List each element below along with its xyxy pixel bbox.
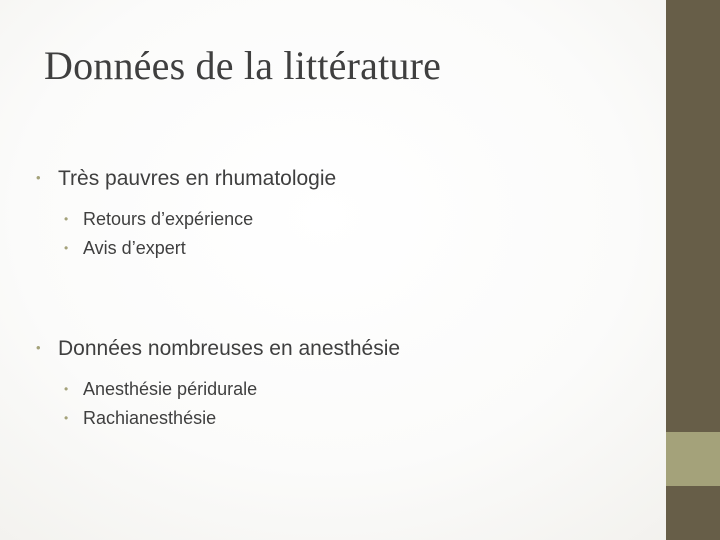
bullet-text: Très pauvres en rhumatologie <box>58 167 337 190</box>
bullet-group <box>36 164 646 264</box>
bullet-level2 <box>64 206 646 235</box>
bullet-icon: • <box>36 170 41 185</box>
sub-bullet-list <box>36 206 646 264</box>
bullet-group <box>36 334 646 434</box>
bullet-text: Rachianesthésie <box>83 408 217 428</box>
bullet-level2 <box>64 405 646 434</box>
bullet-text: Avis d’expert <box>83 238 186 258</box>
slide-title: Données de la littérature <box>44 43 442 88</box>
slide-content <box>36 164 646 434</box>
bullet-level1 <box>36 164 646 196</box>
bullet-icon: • <box>64 411 69 425</box>
bullet-icon: • <box>64 241 69 255</box>
bullet-level2 <box>64 235 646 264</box>
sidebar-accent-block <box>666 432 720 486</box>
bullet-icon: • <box>64 382 69 396</box>
bullet-text: Données nombreuses en anesthésie <box>58 337 401 360</box>
bullet-icon: • <box>64 212 69 226</box>
bullet-text: Retours d’expérience <box>83 209 254 229</box>
bullet-level1 <box>36 334 646 366</box>
bullet-text: Anesthésie péridurale <box>83 379 258 399</box>
bullet-icon: • <box>36 340 41 355</box>
sub-bullet-list <box>36 376 646 434</box>
bullet-level2 <box>64 376 646 405</box>
